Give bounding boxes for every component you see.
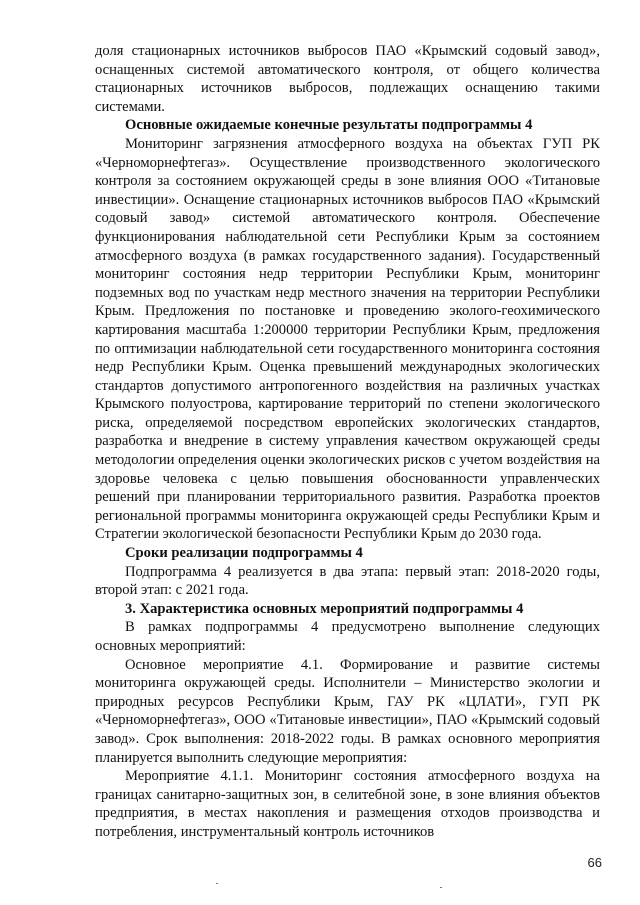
heading-section-3: 3. Характеристика основных мероприятий подпрограммы 4 [125, 600, 524, 617]
paragraph-expected-results: Мониторинг загрязнения атмосферного воздуха на объектах ГУП РК «Черноморнефтегаз». Осуществление производственного экологического контроля за состоянием окружающей среды в зоне влияния ООО «Титановые инвестиции». Оснащение стационарных источников выбросов ПАО «Крымский содовый завод» системой автоматического контроля. Обеспечение функционирования наблюдательной сети Республики Крым за состоянием атмосферного воздуха (в рамках государственного задания). Государственный мониторинг состояния недр территории Республики Крым, мониторинг подземных вод по участкам недр местного значения на территории Республики Крым. Предложения по постановке и проведению эколого-геохимического картирования масштаба 1:200000 территории Республики Крым, предложения по оптимизации наблюдательной сети государственного мониторинга состояния недр Республики Крым. Оценка превышений международных экологических стандартов допустимого антропогенного воздействия на различных участках Крымского полуострова, картирование территорий по степени экологического риска, определяемой посредством европейских экологических стандартов, разработка и внедрение в систему управления качеством окружающей среды методологии определения оценки экологических рисков с учетом воздействия на здоровье человека с целью повышения обоснованности управленческих решений при планировании территориального развития. Разработка проектов региональной программы мониторинга окружающей среды Республики Крым и Стратегии экологической безопасности Республики Крым до 2030 года. [95, 135, 600, 543]
heading-expected-results: Основные ожидаемые конечные результаты подпрограммы 4 [125, 117, 533, 134]
paragraph-main-measure-4-1: Основное мероприятие 4.1. Формирование и развитие системы мониторинга окружающей среды. Исполнители – Министерство экологии и природных ресурсов Республики Крым, ГАУ РК «ЦЛАТИ», ГУП РК «Черноморнефтегаз», ООО «Титановые инвестиции», ПАО «Крымский содовый завод». Срок выполнения: 2018-2022 годы. В рамках основного мероприятия планируется выполнить следующие мероприятия: [95, 656, 600, 766]
paragraph-continuation: доля стационарных источников выбросов ПАО «Крымский содовый завод», оснащенных системой автоматического контроля, от общего количества стационарных источников выбросов, подлежащих оснащению такими системами. [95, 43, 600, 115]
heading-implementation-period: Сроки реализации подпрограммы 4 [125, 545, 363, 562]
page-body [95, 42, 600, 842]
paragraph-measure-4-1-1: Мероприятие 4.1.1. Мониторинг состояния атмосферного воздуха на границах санитарно-защитных зон, в селитебной зоне, в зоне влияния объектов предприятия, в местах накопления и размещения отходов производства и потребления, инструментальный контроль источников [95, 768, 600, 840]
page-number: 66 [587, 855, 602, 870]
scan-speck [216, 883, 218, 884]
paragraph-main-measures-intro: В рамках подпрограммы 4 предусмотрено выполнение следующих основных мероприятий: [95, 619, 600, 654]
paragraph-implementation-period: Подпрограмма 4 реализуется в два этапа: первый этап: 2018-2020 годы, второй этап: с 2021 года. [95, 563, 600, 599]
scan-speck [440, 887, 442, 888]
